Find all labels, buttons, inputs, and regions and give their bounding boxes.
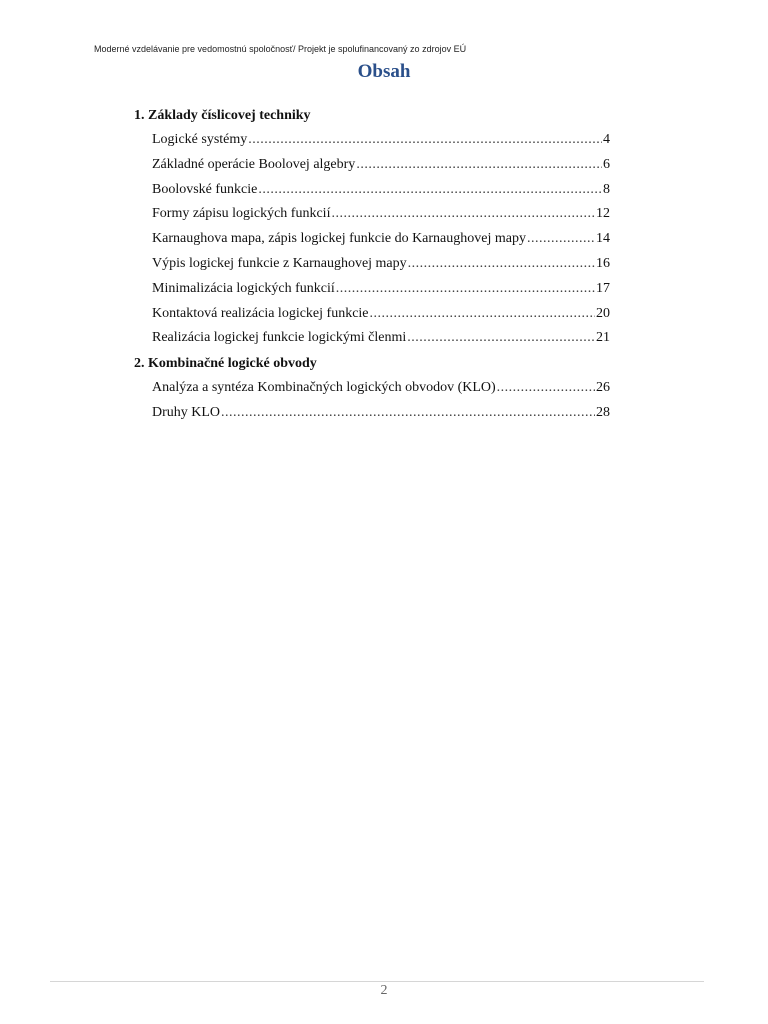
- toc-leader-dots: [407, 326, 595, 351]
- page-title: Obsah: [357, 61, 411, 82]
- toc-entry-label: Analýza a syntéza Kombinačných logických obvodov (KLO): [152, 380, 496, 396]
- toc-entry-label: Výpis logickej funkcie z Karnaughovej mapy: [152, 255, 407, 271]
- toc-section-heading[interactable]: 1. Základy číslicovej techniky: [134, 108, 311, 123]
- toc-entry-realizacia-clenmi[interactable]: [134, 326, 610, 351]
- toc-entry-label: Logické systémy: [152, 132, 248, 147]
- toc-entry-page: 20: [596, 305, 610, 321]
- table-of-contents: [134, 103, 610, 426]
- toc-entry-formy-zapisu[interactable]: [134, 202, 610, 227]
- toc-entry-page: 4: [603, 132, 610, 147]
- toc-entry-analyza-synteza[interactable]: [134, 376, 610, 401]
- toc-entry-boolovske-funkcie[interactable]: [134, 178, 610, 203]
- toc-entry-page: 26: [596, 380, 610, 396]
- toc-entry-label: Druhy KLO: [152, 404, 221, 420]
- footer-divider: [50, 981, 704, 982]
- toc-leader-dots: [221, 401, 595, 426]
- toc-entry-page: 6: [603, 156, 610, 172]
- toc-entry-page: 17: [596, 280, 610, 296]
- toc-entry-page: 21: [596, 330, 610, 346]
- toc-entry-label: Minimalizácia logických funkcií: [152, 280, 335, 296]
- toc-leader-dots: [497, 376, 595, 401]
- toc-entry-vypis-funkcie[interactable]: [134, 252, 610, 277]
- toc-entry-page: 12: [596, 206, 610, 222]
- toc-entry-page: 14: [596, 231, 610, 247]
- toc-entry-label: Formy zápisu logických funkcií: [152, 206, 331, 222]
- toc-entry-label: Boolovské funkcie: [152, 181, 258, 197]
- toc-entry-kontaktova-realizacia[interactable]: [134, 302, 610, 327]
- toc-entry-logicke-systemy[interactable]: [134, 128, 610, 153]
- toc-leader-dots: [527, 227, 595, 252]
- toc-leader-dots: [408, 252, 595, 277]
- toc-entry-page: 28: [596, 404, 610, 420]
- toc-entry-label: Realizácia logickej funkcie logickými členmi: [152, 330, 407, 346]
- page-number: 2: [380, 983, 388, 998]
- toc-entry-druhy-klo[interactable]: [134, 401, 610, 426]
- toc-entry-minimalizacia[interactable]: [134, 277, 610, 302]
- toc-entry-page: 16: [596, 255, 610, 271]
- toc-entry-label: Základné operácie Boolovej algebry: [152, 156, 356, 172]
- toc-entry-karnaughova-mapa[interactable]: [134, 227, 610, 252]
- toc-entry-zakladne-operacie[interactable]: [134, 153, 610, 178]
- toc-leader-dots: [258, 178, 602, 203]
- toc-leader-dots: [331, 202, 595, 227]
- toc-section-heading[interactable]: 2. Kombinačné logické obvody: [134, 356, 317, 372]
- toc-leader-dots: [356, 153, 602, 178]
- header-note: Moderné vzdelávanie pre vedomostnú spoločnosť/ Projekt je spolufinancovaný zo zdrojov EÚ: [94, 44, 467, 54]
- toc-leader-dots: [248, 128, 602, 153]
- toc-leader-dots: [370, 302, 595, 327]
- toc-entry-label: Kontaktová realizácia logickej funkcie: [152, 305, 369, 321]
- toc-entry-page: 8: [603, 181, 610, 197]
- toc-entry-label: Karnaughova mapa, zápis logickej funkcie do Karnaughovej mapy: [152, 231, 526, 247]
- toc-leader-dots: [336, 277, 595, 302]
